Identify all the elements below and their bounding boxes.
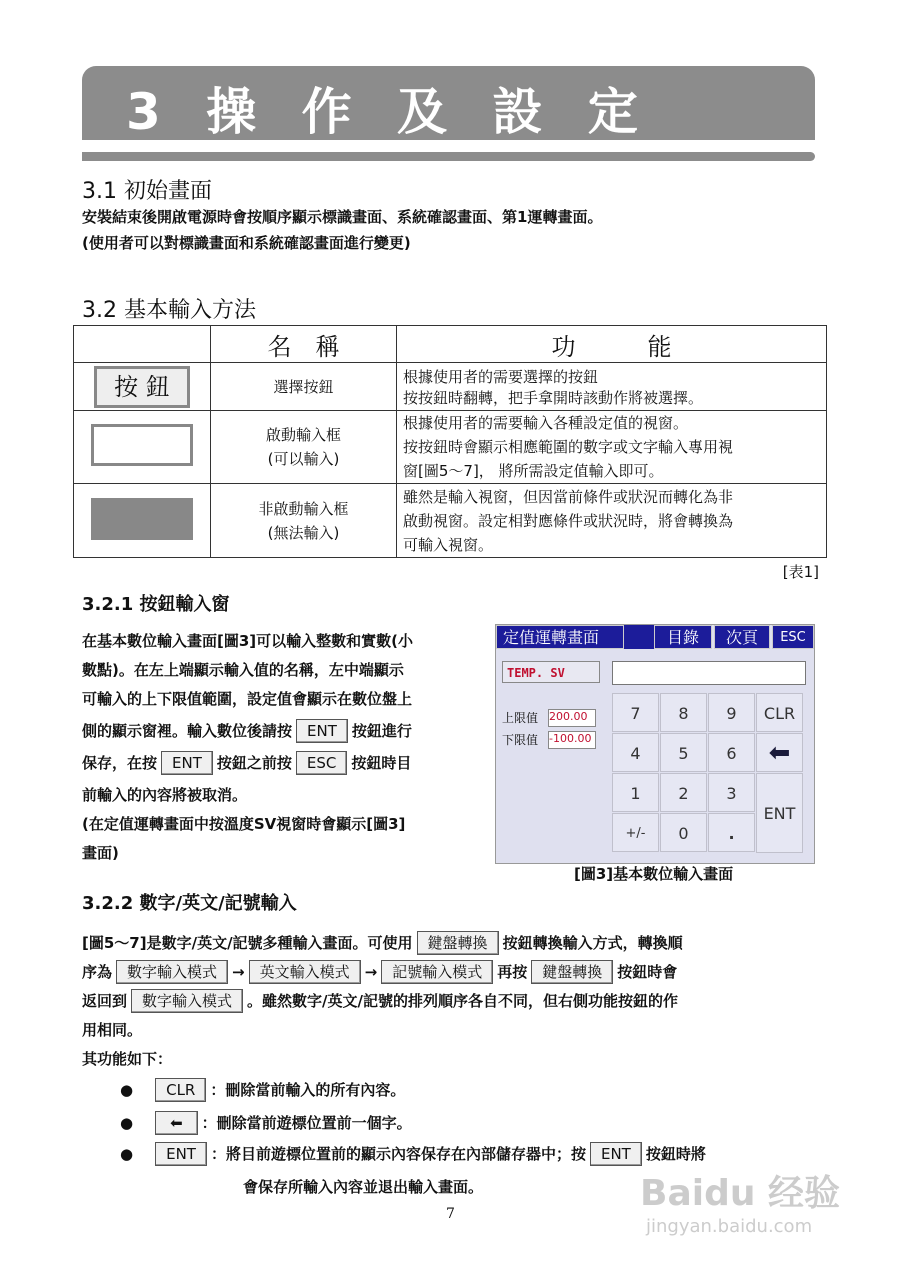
menu-button[interactable]: 目錄	[654, 625, 712, 649]
bullet-backspace: ● ⬅ ：刪除當前遊標位置前一個字。	[120, 1111, 412, 1135]
symbol-mode-label: 記號輸入模式	[381, 960, 493, 984]
text-seg: 按鈕之前按	[216, 754, 292, 772]
bullet-text: ：刪除當前遊標位置前一個字。	[201, 1114, 412, 1132]
desc-line: 雖然是輸入視窗，但因當前條件或狀況而轉化為非	[403, 487, 734, 506]
page-number: 7	[446, 1206, 455, 1222]
key-3[interactable]: 3	[708, 773, 755, 812]
row-name: (可以輸入)	[267, 450, 340, 468]
ent-key-label: ENT	[155, 1142, 207, 1166]
english-mode-label: 英文輸入模式	[249, 960, 361, 984]
desc-line: 啟動視窗。設定相對應條件或狀況時，將會轉換為	[403, 511, 734, 530]
input-method-table	[73, 325, 827, 558]
section-3-2-1-heading: 3.2.1 按鈕輸入窗	[82, 594, 230, 615]
keyboard-switch-label: 鍵盤轉換	[417, 931, 499, 955]
text-seg: 。雖然數字/英文/記號的排列順序各自不同，但右側功能按鈕的作	[247, 992, 678, 1010]
bullet-text: ：將目前遊標位置前的顯示內容保存在內部儲存器中；按	[210, 1145, 586, 1163]
header-rule	[82, 152, 815, 161]
s31-line: 安裝結束後開啟電源時會按順序顯示標識畫面、系統確認畫面、第1運轉畫面。	[82, 208, 603, 226]
key-clr[interactable]: CLR	[756, 693, 803, 732]
key-7[interactable]: 7	[612, 693, 659, 732]
next-page-button[interactable]: 次頁	[714, 625, 770, 649]
text-line: (在定值運轉畫面中按溫度SV視窗時會顯示[圖3]	[82, 815, 406, 833]
s321-paragraph	[82, 627, 492, 868]
key-plus-minus[interactable]: +/-	[612, 813, 659, 852]
sample-active-input	[91, 424, 193, 466]
ent-key-label: ENT	[161, 751, 213, 775]
key-backspace[interactable]	[756, 733, 803, 772]
table-caption: [表1]	[782, 563, 819, 581]
desc-line: 可輸入視窗。	[403, 535, 494, 554]
text-line: 其功能如下：	[82, 1050, 173, 1068]
text-line: 畫面)	[82, 844, 119, 862]
value-display[interactable]	[612, 661, 806, 685]
text-seg: 按鈕進行	[351, 722, 412, 740]
value-name-label: TEMP. SV	[502, 661, 600, 683]
figure-caption: [圖3]基本數位輸入畫面	[574, 865, 734, 883]
ent-key-label: ENT	[296, 719, 348, 743]
key-2[interactable]: 2	[660, 773, 707, 812]
lower-limit-label: 下限值	[502, 733, 539, 747]
desc-line: 根據使用者的需要輸入各種設定值的視窗。	[403, 414, 689, 432]
upper-limit-value: 200.00	[548, 709, 596, 727]
desc-line: 窗[圖5～7]， 將所需設定值輸入即可。	[403, 462, 664, 480]
bullet-text: 會保存所輸入內容並退出輸入畫面。	[243, 1178, 484, 1196]
watermark-logo: Baidu 经验 jingyan.baidu.com	[640, 1173, 841, 1237]
key-ent[interactable]: ENT	[756, 773, 803, 853]
ent-key-label: ENT	[590, 1142, 642, 1166]
text-seg: 返回到	[82, 992, 128, 1010]
desc-line: 按按鈕時翻轉，把手拿開時該動作將被選擇。	[403, 388, 704, 407]
text-seg: 序為	[82, 963, 113, 981]
key-5[interactable]: 5	[660, 733, 707, 772]
keypad-title: 定值運轉畫面	[496, 625, 624, 649]
desc-line: 按按鈕時會顯示相應範圍的數字或文字輸入專用視	[403, 438, 734, 456]
text-line: 用相同。	[82, 1021, 143, 1039]
row-name: 選擇按鈕	[211, 363, 397, 411]
numeric-mode-label: 數字輸入模式	[131, 989, 243, 1013]
bullet-text: ：刪除當前輸入的所有內容。	[210, 1081, 406, 1099]
section-3-2-2-heading: 3.2.2 數字/英文/記號輸入	[82, 893, 297, 914]
esc-button[interactable]: ESC	[772, 625, 814, 649]
arrow: →	[232, 963, 245, 981]
backspace-key-label	[155, 1111, 198, 1135]
key-dot[interactable]: .	[708, 813, 755, 852]
col-header-function: 功 能	[397, 326, 827, 363]
section-3-2-heading: 3.2 基本輸入方法	[82, 298, 256, 323]
key-6[interactable]: 6	[708, 733, 755, 772]
text-seg: [圖5～7]是數字/英文/記號多種輸入畫面。可使用	[82, 934, 413, 952]
left-arrow-icon: ⬅	[768, 738, 791, 768]
chapter-title: 3 操 作 及 設 定	[126, 83, 652, 141]
key-8[interactable]: 8	[660, 693, 707, 732]
text-line: 可輸入的上下限值範圍，設定值會顯示在數位盤上	[82, 690, 413, 708]
keyboard-switch-label: 鍵盤轉換	[531, 960, 613, 984]
key-0[interactable]: 0	[660, 813, 707, 852]
s31-line: (使用者可以對標識畫面和系統確認畫面進行變更)	[82, 234, 411, 252]
bullet-text: 按鈕時將	[645, 1145, 706, 1163]
chapter-header	[82, 66, 815, 140]
text-seg: 側的顯示窗裡。輸入數位後請按	[82, 722, 293, 740]
col-header-name: 名 稱	[211, 326, 397, 363]
esc-key-label: ESC	[296, 751, 347, 775]
text-seg: 按鈕時目	[351, 754, 412, 772]
lower-limit-value: -100.00	[548, 731, 596, 749]
section-3-1-heading: 3.1 初始畫面	[82, 179, 212, 204]
key-1[interactable]: 1	[612, 773, 659, 812]
text-seg: 按鈕轉換輸入方式，轉換順	[502, 934, 683, 952]
bullet-ent: ● ENT ：將目前遊標位置前的顯示內容保存在內部儲存器中；按 ENT 按鈕時將	[120, 1142, 706, 1166]
numeric-mode-label: 數字輸入模式	[116, 960, 228, 984]
row-name: (無法輸入)	[267, 523, 340, 542]
row-name: 啟動輸入框	[265, 426, 341, 444]
text-seg: 按鈕時會	[617, 963, 678, 981]
text-line: 前輸入的內容將被取消。	[82, 786, 248, 804]
arrow: →	[364, 963, 378, 981]
clr-key-label: CLR	[155, 1078, 206, 1102]
upper-limit-label: 上限值	[502, 711, 539, 725]
row-name: 非啟動輸入框	[258, 499, 349, 518]
text-line: 數點)。在左上端顯示輸入值的名稱，左中端顯示	[82, 661, 404, 679]
text-seg: 再按	[497, 963, 528, 981]
key-4[interactable]: 4	[612, 733, 659, 772]
sample-button: 按 鈕	[94, 366, 190, 408]
text-line: 在基本數位輸入畫面[圖3]可以輸入整數和實數(小	[82, 632, 414, 650]
sample-inactive-input	[91, 498, 193, 540]
text-seg: 保存，在按	[82, 754, 158, 772]
desc-line: 根據使用者的需要選擇的按鈕	[403, 367, 599, 386]
keypad-screenshot	[495, 624, 815, 864]
s322-paragraph	[82, 929, 822, 1074]
bullet-clr: ● CLR ：刪除當前輸入的所有內容。	[120, 1078, 405, 1102]
key-9[interactable]: 9	[708, 693, 755, 732]
left-arrow-icon: ⬅	[170, 1114, 183, 1132]
